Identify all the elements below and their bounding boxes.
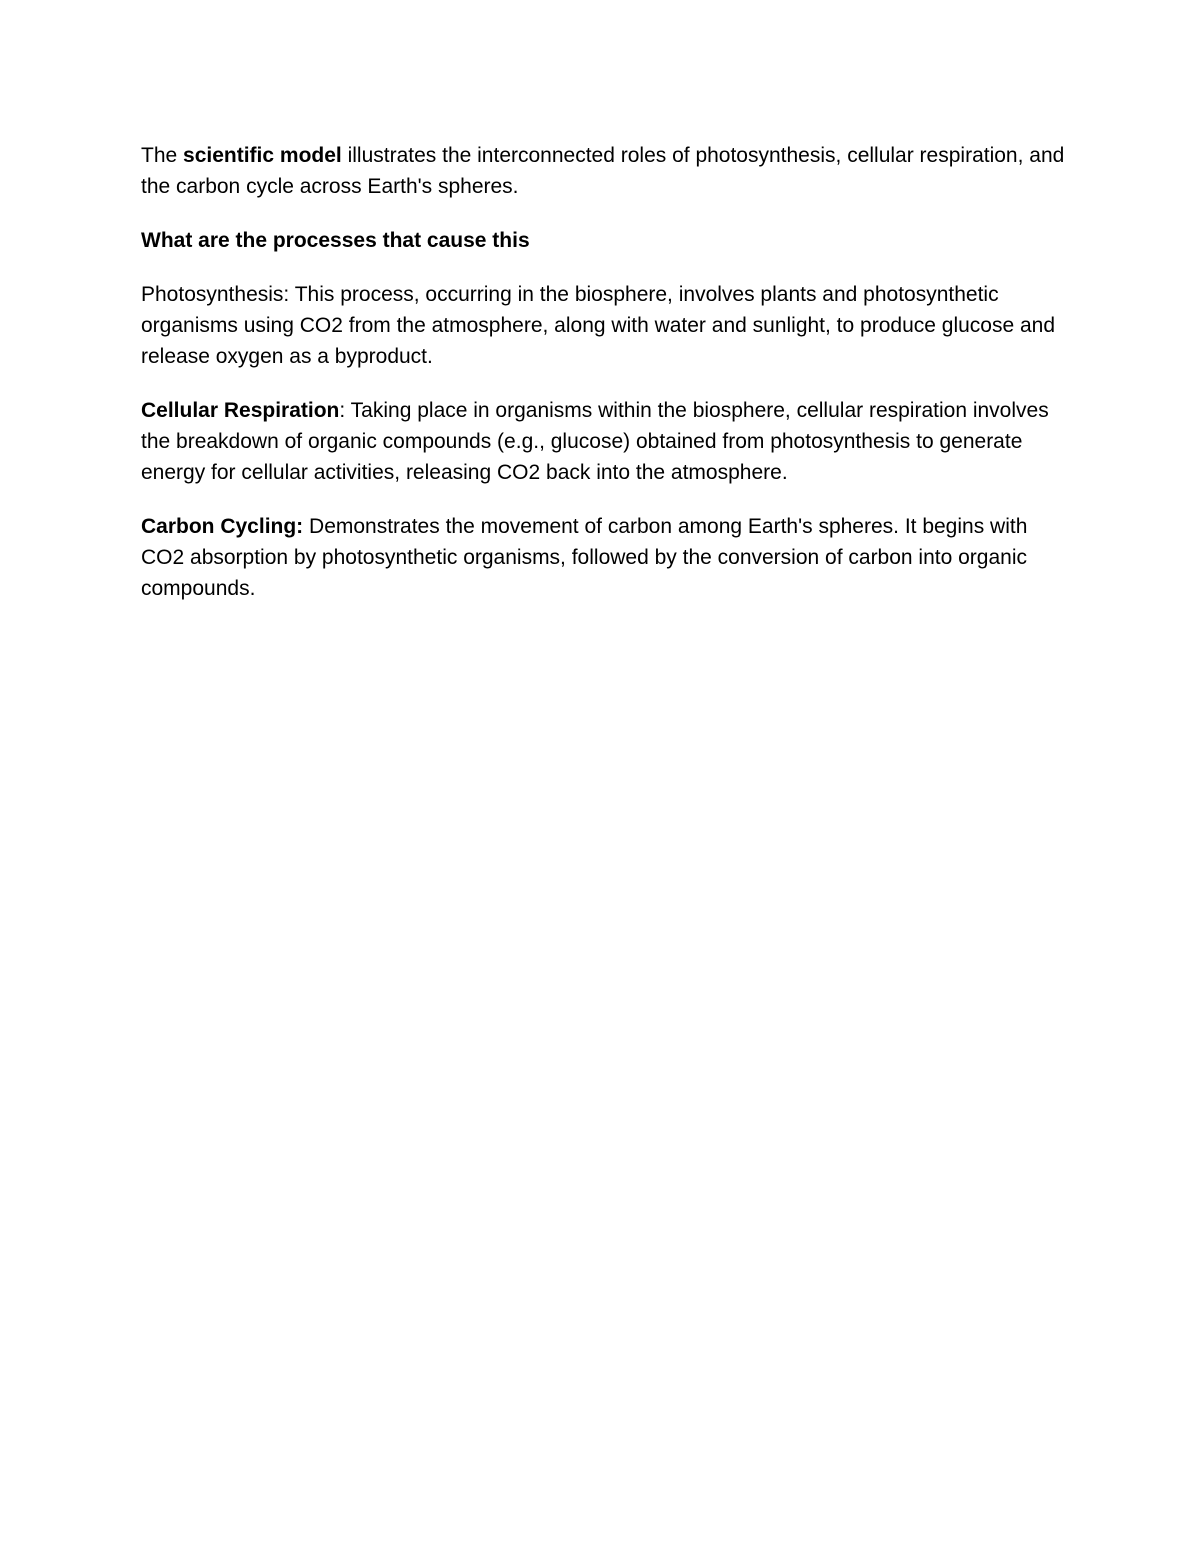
intro-prefix: The bbox=[141, 144, 184, 167]
document-page bbox=[141, 140, 1066, 627]
carbon-cycling-term: Carbon Cycling: bbox=[141, 515, 304, 538]
respiration-paragraph bbox=[141, 395, 1066, 488]
intro-paragraph bbox=[141, 140, 1066, 202]
carbon-cycling-text: Demonstrates the movement of carbon among Earth's spheres. It begins with CO2 absorption by photosynthetic organisms, followed by the conversion of carbon into organic compounds. bbox=[141, 515, 1028, 600]
respiration-text: : Taking place in organisms within the biosphere, cellular respiration involves the breakdown of organic compounds (e.g., glucose) obtained from photosynthesis to generate energy for cellular activities, releasing CO2 back into the atmosphere. bbox=[141, 399, 1049, 484]
intro-text: illustrates the interconnected roles of photosynthesis, cellular respiration, and the carbon cycle across Earth's spheres. bbox=[141, 144, 1065, 198]
respiration-term: Cellular Respiration bbox=[141, 399, 340, 422]
photosynthesis-paragraph: Photosynthesis: This process, occurring in the biosphere, involves plants and photosynthetic organisms using CO2 from the atmosphere, along with water and sunlight, to produce glucose and release oxygen as a byproduct. bbox=[141, 283, 1056, 368]
intro-bold-term: scientific model bbox=[183, 144, 342, 167]
carbon-cycling-paragraph bbox=[141, 511, 1066, 604]
section-heading: What are the processes that cause this bbox=[141, 229, 530, 252]
